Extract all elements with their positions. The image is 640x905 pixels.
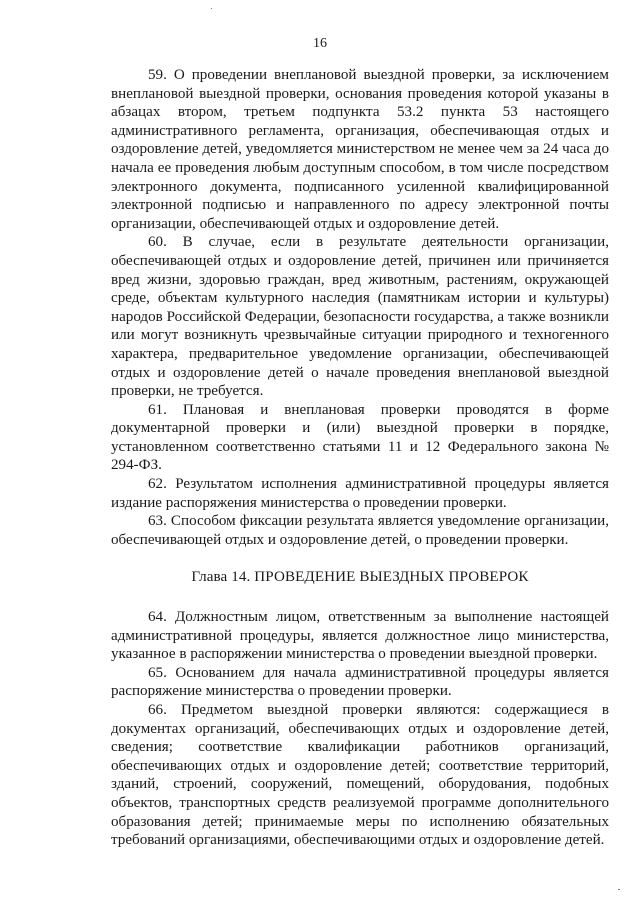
paragraph-59: 59. О проведении внеплановой выездной проверки, за исключением внеплановой выездной проверки, основания проведения которой указаны в абзацах втором, третьем подпункта 53.2 пункта 53 настоящего административного регламента, организация, обеспечивающая отдых и оздоровление детей, уведомляется министерством не менее чем за 24 часа до начала ее проведения любым доступным способом, в том числе посредством электронного документа, подписанного усиленной квалифицированной электронной подписью и направленного по адресу электронной почты организации, обеспечивающей отдых и оздоровление детей. [111, 67, 609, 232]
paragraph-63: 63. Способом фиксации результата является уведомление организации, обеспечивающей отдых и оздоровление детей, о проведении проверки. [111, 513, 609, 548]
paragraph-66: 66. Предметом выездной проверки являются: содержащиеся в документах организаций, обеспечивающих отдых и оздоровление детей, сведения; соответствие квалификации работников организаций, обеспечивающих отдых и оздоровление детей; соответствие территорий, зданий, строений, сооружений, помещений, оборудования, подобных объектов, транспортных средств реализуемой программе дополнительного образования детей; принимаемые меры по исполнению обязательных требований организациями, обеспечивающими отдых и оздоровление детей. [111, 702, 609, 849]
paragraph-60: 60. В случае, если в результате деятельности организации, обеспечивающей отдых и оздоровление детей, причинен или причиняется вред жизни, здоровью граждан, вред животным, растениям, окружающей среде, объектам культурного наследия (памятникам истории и культуры) народов Российской Федерации, безопасности государства, а также возникли или могут возникнуть чрезвычайные ситуации природного и техногенного характера, предварительное уведомление организации, обеспечивающей отдых и оздоровление детей о начале проведения внеплановой выездной проверки, не требуется. [111, 234, 609, 400]
document-body [111, 66, 609, 850]
chapter-title: Глава 14. ПРОВЕДЕНИЕ ВЫЕЗДНЫХ ПРОВЕРОК [191, 569, 529, 586]
paragraph-65: 65. Основанием для начала административной процедуры является распоряжение министерства о проведении проверки. [111, 664, 609, 700]
paragraph-61: 61. Плановая и внеплановая проверки проводятся в форме документарной проверки и (или) выездной проверки в порядке, установленном соответственно статьями 11 и 12 Федерального закона № 294-ФЗ. [111, 401, 609, 474]
scan-artifact [618, 889, 620, 890]
paragraph-64: 64. Должностным лицом, ответственным за выполнение настоящей административной процедуры, является должностное лицо министерства, указанное в распоряжении министерства о проведении выездной проверки. [111, 609, 609, 663]
page-number: 16 [313, 36, 327, 51]
paragraph-62: 62. Результатом исполнения административной процедуры является издание распоряжения министерства о проведении проверки. [111, 476, 609, 511]
scan-artifact [211, 8, 212, 9]
